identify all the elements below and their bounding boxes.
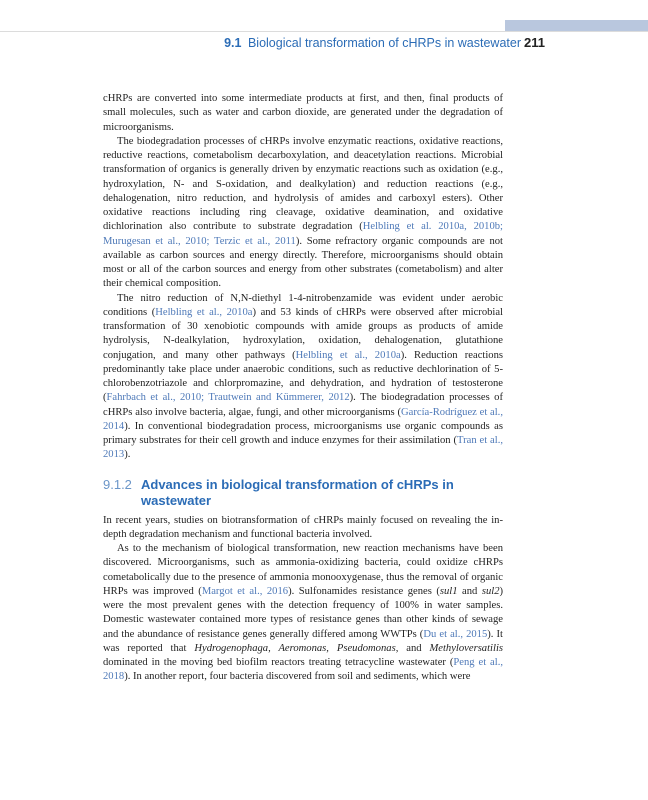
text-run: and: [398, 642, 430, 654]
body-text: [103, 92, 503, 685]
section-heading: [103, 477, 503, 509]
paragraph-4: [103, 514, 503, 543]
citation[interactable]: Helbling et al. 2010a, 2010b; Murugesan et al., 2010; Terzic et al., 2011: [103, 221, 503, 247]
text-run: ). Sulfonamides resistance genes (: [288, 585, 440, 597]
section-number: 9.1.2: [103, 476, 132, 492]
text-run: The biodegradation processes of cHRPs involve enzymatic reactions, oxidative reactions, reductive reactions, cometabolism decarboxylation, and deacetylation reactions. Microbial transformation of organics is generally driven by enzymatic reactions such as oxidation (e.g., hydroxylation, N- and S-oxidation, and dealkylation) and reduction reactions (e.g., dehalogenation, nitro reduction, and hydrolysis of amides and carboxyl esters). Other oxidative reactions including ring cleavage, oxidative deamination, and oxidative dichlorination also contribute to substrate degradation (: [103, 135, 503, 233]
paragraph-1: [103, 92, 503, 135]
paragraph-5: [103, 542, 503, 685]
text-run: ) and 53 kinds of cHRPs were observed after microbial transformation of 30 xenobiotic compounds with amide groups as products of amide hydrolysis, N-dealkylation, hydroxylation, oxidation, dehalogenation, glutathione conjugation, and many other pathways (: [103, 306, 503, 361]
paragraph-2: [103, 135, 503, 292]
text-run: ). Some refractory organic compounds are not available as carbon sources and energy directly. Therefore, microorganisms should obtain most or all of the carbon sources and energy from other substrates (cometabolism) and alter their chemical composition.: [103, 235, 503, 290]
text-run: ).: [124, 449, 131, 461]
text-run: ). The biodegradation processes of cHRPs also involve bacteria, algae, fungi, and other microorganisms (: [103, 392, 503, 418]
text-run: ). In conventional biodegradation process, microorganisms use organic compounds as primary substrates for their cell growth and induce enzymes for their assimilation (: [103, 420, 503, 446]
text-run: ). In another report, four bacteria discovered from soil and sediments, which were: [124, 671, 471, 683]
text-run: The nitro reduction of N,N-diethyl 1-4-nitrobenzamide was evident under aerobic conditions (: [103, 292, 503, 318]
text-run: ) were the most prevalent genes with the detection frequency of 100% in water samples. Domestic wastewater contained more types of resistance genes than other kinds of sewage and the abundance of resistance genes generally differed among WWTPs (: [103, 585, 504, 640]
text-run: In recent years, studies on biotransformation of cHRPs mainly focused on revealing the in-depth degradation mechanism and functional bacteria involved.: [103, 514, 503, 540]
running-head: [224, 36, 521, 50]
header-corner-bar: [505, 20, 648, 31]
citation[interactable]: Margot et al., 2016: [201, 585, 289, 597]
citation[interactable]: Fahrbach et al., 2010; Trautwein and Kümmerer, 2012: [106, 392, 350, 404]
text-run: cHRPs are converted into some intermediate products at first, and then, final products of small molecules, such as water and carbon dioxide, are generated under the degradation of microorganisms.: [103, 93, 503, 133]
italic-text: sul2: [481, 585, 500, 597]
header-rule: [0, 31, 648, 32]
citation[interactable]: Tran et al., 2013: [103, 435, 503, 461]
running-head-title: Biological transformation of cHRPs in wastewater: [247, 36, 521, 50]
citation[interactable]: Helbling et al., 2010a: [155, 306, 253, 318]
page-number: 211: [524, 35, 545, 50]
italic-text: Hydrogenophaga, Aeromonas, Pseudomonas,: [194, 642, 399, 654]
italic-text: sul1: [439, 585, 458, 597]
running-head-section-number: 9.1: [224, 36, 242, 50]
text-run: and: [457, 585, 482, 597]
text-run: ). It was reported that: [103, 628, 503, 654]
citation[interactable]: García-Rodríguez et al., 2014: [103, 406, 503, 432]
section-title: Advances in biological transformation of cHRPs in wastewater: [141, 476, 454, 508]
citation[interactable]: Helbling et al., 2010a: [295, 349, 401, 361]
citation[interactable]: Peng et al., 2018: [103, 657, 503, 683]
italic-text: Methyloversatilis: [429, 642, 504, 654]
text-run: As to the mechanism of biological transformation, new reaction mechanisms have been discovered. Microorganisms, such as ammonia-oxidizing bacteria, could oxidize cHRPs cometabolically due to the presence of ammonia monooxygenase, thus the removal of organic HRPs was improved (: [103, 543, 503, 597]
citation[interactable]: Du et al., 2015: [423, 628, 488, 640]
text-run: dominated in the moving bed biofilm reactors treating tetracycline wastewater (: [103, 657, 454, 668]
text-run: ). Reduction reactions predominantly take place under anaerobic conditions, such as reductive dechlorination of 5-chlorobenzotriazole and chlorpromazine, and dehydration, and hydration of testosterone (: [103, 349, 503, 404]
paragraph-3: [103, 292, 503, 463]
